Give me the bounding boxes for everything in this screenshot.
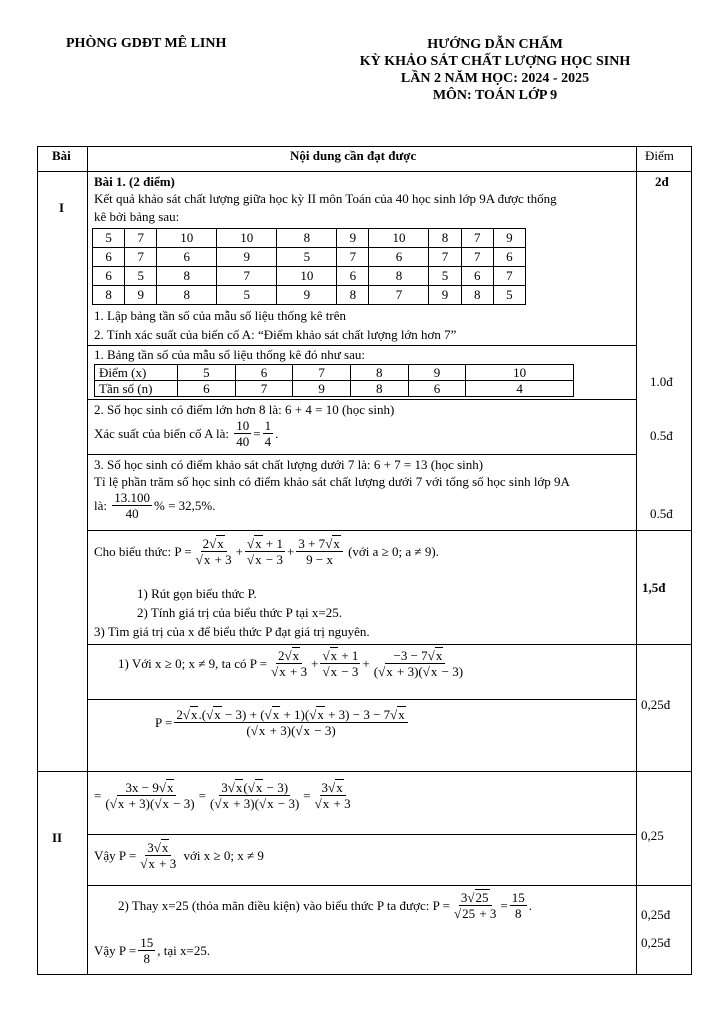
conclusion-prefix: Vậy [94,847,116,863]
score-cell: 8 [429,229,461,248]
answer-2-score: 0.5đ [650,428,673,443]
answer-2-line-1: 2. Số học sinh có điểm lớn hơn 8 là: 6 + 4 = 10 (học sinh) [94,402,395,417]
score-data-table [92,228,526,305]
fraction: $\frac{3√ x(√ x - 3)}{(√ x + 3)(√ x - 3)}$ [208,780,301,811]
score-cell: 8 [157,286,217,305]
col-header-bai: Bài [52,148,71,163]
problem-1-score: 2đ [655,174,669,189]
freq-cell: 7 [235,381,293,397]
fraction: 2√ x √ x + 3 [194,536,234,567]
freq-cell: 5 [178,365,236,381]
row-divider [87,699,636,700]
answer-3-score: 0.5đ [650,506,673,521]
section-divider [37,771,692,772]
step-score: 0,25đ [641,697,671,712]
problem-1-intro-cont: kê bởi bảng sau: [94,209,180,224]
score-cell: 6 [461,267,493,286]
header-divider [37,171,692,172]
fraction: $\frac{3x - 9√ x}{(√ x + 3)(√ x - 3)}$ [103,780,196,811]
row-divider [87,399,636,400]
row-divider [87,644,692,645]
score-row [93,286,526,305]
score-cell: 7 [461,229,493,248]
score-cell: 8 [337,286,369,305]
problem-2-intro: Cho biểu thức: [94,543,172,559]
score-cell: 8 [461,286,493,305]
question-1: 1. Lập bảng tần số của mẫu số liệu thống kê trên [94,308,346,323]
answer-3-line-2: Tỉ lệ phần trăm số học sinh có điểm khảo sát chất lượng dưới 7 với tổng số học sinh lớp 9A [94,474,570,489]
fraction: $\frac{-3 - 7√ x}{(√ x + 3)(√ x - 3)}$ [372,648,465,679]
score-cell: 9 [277,286,337,305]
score-cell: 7 [369,286,429,305]
fraction [234,418,251,449]
fraction [263,418,274,449]
freq-cell: 8 [350,381,408,397]
score-cell: 9 [493,229,525,248]
fraction: $\frac{3 + 7√ x}{9 - x}$ [296,536,342,567]
answer-2-probability: Xác suất của biến cố A là: $\frac{10}{40}$ = $\frac{1}{4}$ . [94,418,279,449]
score-row [93,229,526,248]
score-cell: 10 [217,229,277,248]
score-cell: 5 [125,267,157,286]
freq-cell: 10 [466,365,574,381]
numerator: 1 [264,418,272,433]
answer-1-score: 1.0đ [650,374,673,389]
score-cell: 9 [337,229,369,248]
solution-step-3: = $\frac{3x - 9√ x}{(√ x + 3)(√ x - 3)}$ = $\frac{3√ x(√ x - 3)}{(√ x + 3)(√ x - 3)}$ = 3√ x √ x + 3 [94,780,355,811]
final-answer: Vậy P = $\frac{15}{8}$ , tại x=25. [94,935,211,966]
problem-2-item-1: 1) Rút gọn biểu thức P. [137,586,257,601]
score-cell: 6 [369,248,429,267]
problem-2-condition: (với a ≥ 0; a ≠ 9). [348,543,439,559]
numerator: 10 [236,418,250,433]
row-divider [87,345,636,346]
column-divider [87,146,88,975]
problem-2-item-3: 3) Tìm giá trị của x để biểu thức P đạt giá trị nguyên. [94,624,370,639]
numerator: 15 [140,935,154,950]
title-line-4: MÔN: TOÁN LỚP 9 [432,88,558,103]
score-row [93,248,526,267]
fraction [112,490,152,521]
freq-header-n: Tần số (n) [95,381,178,397]
freq-cell: 9 [408,365,466,381]
numerator: 13.100 [114,490,150,505]
freq-cell: 9 [293,381,351,397]
col-header-score: Điểm [645,148,674,163]
final-prefix: Vậy [94,942,116,958]
step-3-score: 0,25 [641,828,664,843]
problem-2-item-2: 2) Tính giá trị của biểu thức P tại x=25. [137,605,343,620]
row-divider [87,885,692,886]
document-title [330,36,660,104]
score-cell: 7 [493,267,525,286]
question-2: 2. Tính xác suất của biến cố A: “Điểm khảo sát chất lượng lớn hơn 7” [94,327,457,342]
score-cell: 9 [125,286,157,305]
score-cell: 5 [217,286,277,305]
score-cell: 7 [337,248,369,267]
fraction: √ x + 1 √ x − 3 [245,536,285,567]
score-cell: 7 [217,267,277,286]
score-cell: 10 [369,229,429,248]
answer-3-suffix: % = 32,5%. [154,497,216,513]
denominator: 8 [143,951,151,966]
score-cell: 9 [429,286,461,305]
problem-1-intro: Kết quả khảo sát chất lượng giữa học kỳ II môn Toán của 40 học sinh lớp 9A được thống [94,191,557,206]
answer-1-text: 1. Bảng tần số của mẫu số liệu thống kê đó như sau: [94,347,365,362]
section-1-label: I [59,200,65,215]
solution-step-1: 1) Với x ≥ 0; x ≠ 9, ta có P = 2√ x √ x + 3 + √ x + 1 √ x − 3 + $\frac{-3 - 7√ x}{(√ x + 3)(√ x - 3)}$ [118,648,467,679]
score-cell: 8 [93,286,125,305]
score-cell: 7 [461,248,493,267]
denominator: 40 [236,434,250,449]
freq-cell: 6 [178,381,236,397]
score-cell: 7 [125,229,157,248]
score-row [93,267,526,286]
solution-conclusion: Vậy P = 3√ x √ x + 3 với x ≥ 0; x ≠ 9 [94,840,264,871]
freq-cell: 4 [466,381,574,397]
fraction: 3√ 25 √ 25 + 3 [452,890,498,921]
column-divider [636,146,637,975]
fraction: 3√ x √ x + 3 [138,840,178,871]
col-header-content: Nội dung cần đạt được [290,148,417,163]
row-divider [87,530,692,531]
score-cell: 5 [493,286,525,305]
freq-cell: 8 [350,365,408,381]
fraction: 2√ x √ x + 3 [269,648,309,679]
freq-header-x: Điểm (x) [95,365,178,381]
problem-2-expression: Cho biểu thức: P = 2√ x √ x + 3 + √ x + 1 √ x − 3 + $\frac{3 + 7√ x}{9 - x}$ (với a ≥ 0; a ≠ 9). [94,536,439,567]
row-divider [87,834,636,835]
final-suffix: , tại x=25. [157,942,211,958]
conclusion-suffix: với x ≥ 0; x ≠ 9 [183,847,264,863]
answer-3-prefix: là: [94,497,107,513]
fraction: $\frac{2√ x.(√ x - 3) + (√ x + 1)(√ x + 3) - 3 - 7√ x}{(√ x + 3)(√ x - 3)}$ [174,707,407,738]
score-cell: 5 [277,248,337,267]
score-cell: 6 [493,248,525,267]
fraction: 3√ x √ x + 3 [313,780,353,811]
score-cell: 6 [157,248,217,267]
freq-cell: 7 [293,365,351,381]
score-cell: 6 [93,267,125,286]
problem-2-score: 1,5đ [642,580,666,595]
score-cell: 6 [93,248,125,267]
score-cell: 8 [369,267,429,286]
frequency-table [94,364,574,397]
problem-1-title: Bài 1. (2 điểm) [94,174,175,189]
part-2-text: 2) Thay x=25 (thỏa mãn điều kiện) vào biểu thức P ta được: [118,897,430,913]
section-2-label: II [52,830,63,845]
fraction: $\frac{15}{8}$ [511,890,525,921]
fraction [138,935,155,966]
part-2-score-2: 0,25đ [641,935,671,950]
score-cell: 6 [337,267,369,286]
fraction: √ x + 1 √ x − 3 [320,648,360,679]
solution-step-2: P = $\frac{2√ x.(√ x - 3) + (√ x + 1)(√ x + 3) - 3 - 7√ x}{(√ x + 3)(√ x - 3)}$ [155,707,410,738]
score-cell: 10 [157,229,217,248]
denominator: 4 [264,434,272,449]
answer-2-prefix: Xác suất của biến cố A là: [94,425,230,441]
title-line-3: LẦN 2 NĂM HỌC: 2024 - 2025 [400,71,590,86]
answer-3-percent [94,490,216,521]
score-cell: 10 [277,267,337,286]
department-name: PHÒNG GDĐT MÊ LINH [66,36,227,51]
title-line-2: KỲ KHẢO SÁT CHẤT LƯỢNG HỌC SINH [359,54,631,69]
step-1-prefix: 1) Với x ≥ 0; x ≠ 9, ta có [118,655,247,671]
row-divider [87,454,636,455]
score-cell: 8 [277,229,337,248]
title-line-1: HƯỚNG DẪN CHẤM [427,37,563,52]
denominator: 40 [125,506,139,521]
score-cell: 7 [429,248,461,267]
solution-part-2: 2) Thay x=25 (thỏa mãn điều kiện) vào biểu thức P ta được: P = 3√ 25 √ 25 + 3 = $\frac{15}{8}$ . [118,890,532,921]
score-cell: 5 [93,229,125,248]
freq-cell: 6 [408,381,466,397]
answer-3-line-1: 3. Số học sinh có điểm khảo sát chất lượng dưới 7 là: 6 + 7 = 13 (học sinh) [94,457,484,472]
score-cell: 7 [125,248,157,267]
part-2-score-1: 0,25đ [641,907,671,922]
score-cell: 8 [157,267,217,286]
freq-cell: 6 [235,365,293,381]
score-cell: 9 [217,248,277,267]
score-cell: 5 [429,267,461,286]
